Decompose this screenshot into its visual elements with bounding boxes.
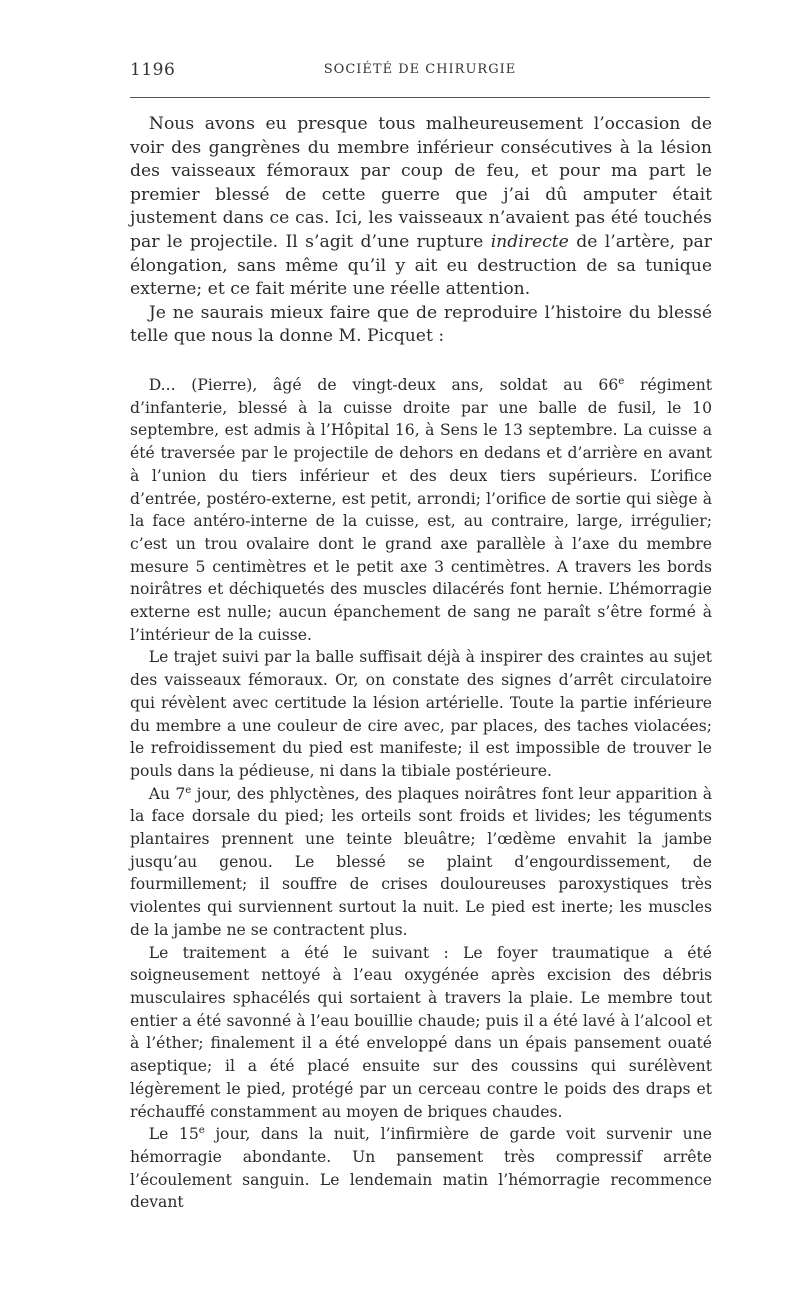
superscript: e <box>618 375 625 387</box>
text-run: régiment d’infanterie, blessé à la cuisse droite par une balle de fusil, le 10 septembre, est admis à l’Hôpital 16, à Sens le 13 septembre. La cuisse a été traversée par le projectile de dehors en dedans et d’arrière en avant à l’union du tiers inférieur et des deux tiers supérieurs. L’orifice d’entrée, postéro-externe, est petit, arrondi; l’orifice de sortie qui siège à la face antéro-interne de la cuisse, est, au contraire, large, irrégulier; c’est un trou ovalaire dont le grand axe parallèle à l’axe du membre mesure 5 centimètres et le petit axe 3 centimètres. A travers les bords noirâtres et déchiquetés des muscles dilacérés font hernie. L’hémorragie externe est nulle; aucun épanchement de sang ne paraît s’être formé à l’intérieur de la cuisse. <box>130 376 713 644</box>
text-run: jour, dans la nuit, l’infirmière de garde voit survenir une hémorragie abondante. Un pansement très compressif arrête l’écoulement sanguin. Le lendemain matin l’hémorragie recommence devant <box>130 1125 712 1212</box>
text-run: Nous avons eu presque tous malheureusement l’occasion de voir des gangrènes du membre inférieur consécutives à la lésion des vaisseaux fémoraux par coup de feu, et pour ma part le premier blessé de cette guerre que j’ai dû amputer était justement dans ce cas. Ici, les vaisseaux n’avaient pas été touchés par le projectile. Il s’agit d’une rupture <box>130 114 712 252</box>
case-paragraph <box>130 1123 712 1214</box>
text-run: Au 7 <box>148 784 186 803</box>
superscript: e <box>185 784 192 796</box>
case-paragraph: Le traitement a été le suivant : Le foyer traumatique a été soigneusement nettoyé à l’eau oxygénée après excision des débris musculaires sphacélés qui sortaient à travers la plaie. Le membre tout entier a été savonné à l’eau bouillie chaude; puis il a été lavé à l’alcool et à l’éther; finalement il a été enveloppé dans un épais pansement ouaté aseptique; il a été placé ensuite sur des coussins qui surélèvent légèrement le pied, protégé par un cerceau contre le poids des draps et réchauffé constamment au moyen de briques chaudes. <box>130 943 712 1121</box>
text-run: jour, des phlyctènes, des plaques noirâtres font leur apparition à la face dorsale du pied; les orteils sont froids et livides; les téguments plantaires prennent une teinte bleuâtre; l’œdème envahit la jambe jusqu’au genou. Le blessé se plaint d’engourdissement, de fourmillement; il souffre de crises douloureuses paroxystiques très violentes qui surviennent surtout la nuit. Le pied est inerte; les muscles de la jambe ne se contractent plus. <box>130 784 713 939</box>
intro-paragraph: Je ne saurais mieux faire que de reproduire l’histoire du blessé telle que nous la donne M. Picquet : <box>130 302 712 347</box>
text-run: de l’artère, par élongation, sans même qu’il y ait eu destruction de sa tunique externe; et ce fait mérite une réelle attention. <box>130 231 712 300</box>
italic-term: indirecte <box>490 231 569 252</box>
case-paragraph <box>130 374 712 646</box>
case-report <box>130 374 712 1214</box>
text-run: Le 15 <box>148 1125 199 1144</box>
intro-paragraph <box>130 113 712 302</box>
running-head: SOCIÉTÉ DE CHIRURGIE <box>323 62 517 77</box>
header-rule <box>130 97 710 98</box>
case-paragraph: Le trajet suivi par la balle suffisait déjà à inspirer des craintes au sujet des vaisseaux fémoraux. Or, on constate des signes d’arrêt circulatoire qui révèlent avec certitude la lésion artérielle. Toute la partie inférieure du membre a une couleur de cire avec, par places, des taches violacées; le refroidissement du pied est manifeste; il est impossible de trouver le pouls dans la pédieuse, ni dans la tibiale postérieure. <box>130 648 712 780</box>
intro-text <box>130 113 712 349</box>
page-header <box>130 60 710 84</box>
superscript: e <box>198 1125 205 1137</box>
text-run: D... (Pierre), âgé de vingt-deux ans, soldat au 66 <box>148 376 619 394</box>
case-paragraph <box>130 783 712 942</box>
page-number: 1196 <box>130 60 176 80</box>
